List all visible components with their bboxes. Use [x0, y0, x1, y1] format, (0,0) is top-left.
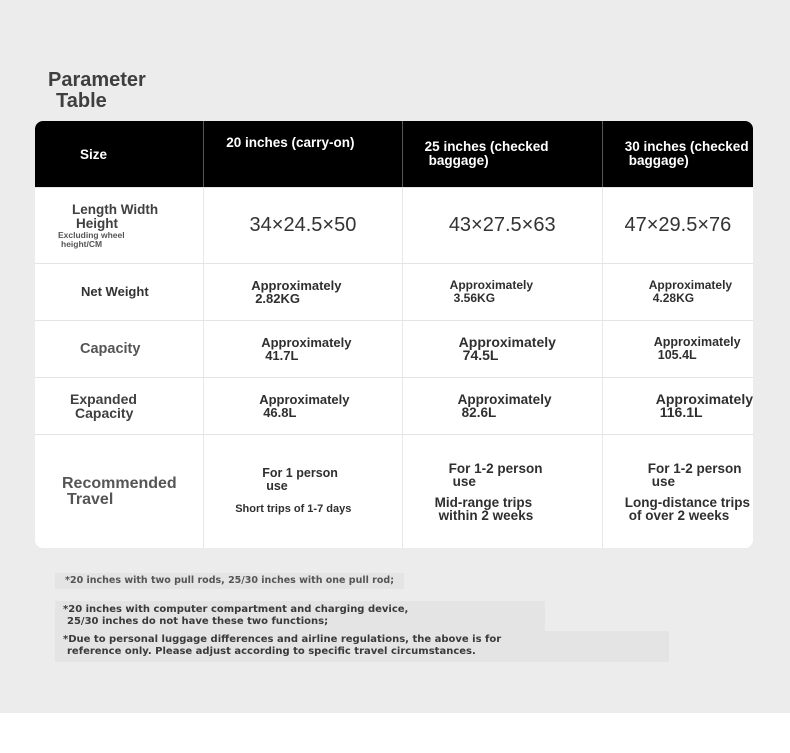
dimensions-label-line-1: Length Width — [72, 201, 159, 217]
recommended-travel-30 — [603, 434, 753, 548]
expanded-capacity-30 — [603, 377, 753, 434]
expanded-capacity-20-value: 46.8L — [263, 405, 297, 420]
header-30-line-2: baggage) — [628, 153, 689, 168]
travel-20-persons-line-1: For 1 person — [262, 466, 338, 480]
capacity-30-prefix: Approximately — [653, 335, 741, 349]
header-25-line-1: 25 inches (checked — [424, 139, 549, 154]
recommended-travel-25 — [403, 434, 603, 548]
dimensions-20: 34×24.5×50 — [204, 187, 402, 263]
capacity-25-prefix: Approximately — [458, 334, 556, 350]
travel-25-trip-line-1: Mid-range trips — [434, 494, 533, 510]
capacity-20-prefix: Approximately — [261, 335, 352, 350]
header-30-inch — [603, 121, 753, 187]
expanded-capacity-25-prefix: Approximately — [457, 392, 552, 407]
travel-30-persons-line-2: use — [651, 473, 676, 489]
footnote-1 — [55, 573, 675, 589]
capacity-label: Capacity — [35, 320, 204, 377]
dimensions-note-line-1: Excluding wheel — [58, 229, 125, 240]
net-weight-25 — [403, 263, 603, 320]
capacity-20-value: 41.7L — [265, 348, 299, 363]
net-weight-label: Net Weight — [35, 263, 204, 320]
footnote-3-line-1: *Due to personal luggage differences and airline regulations, the above is for — [63, 634, 502, 645]
net-weight-20-prefix: Approximately — [251, 278, 342, 293]
net-weight-30-value: 4.28KG — [652, 291, 695, 305]
net-weight-20 — [204, 263, 402, 320]
expanded-capacity-25-value: 82.6L — [461, 405, 497, 420]
table-header-row — [35, 121, 753, 187]
recommended-travel-label-line-1: Recommended — [62, 474, 177, 492]
header-20-line-1: 20 inches (carry-on) — [226, 135, 355, 150]
expanded-capacity-30-value: 116.1L — [659, 404, 703, 420]
travel-30-trip-line-1: Long-distance trips — [624, 494, 751, 510]
parameter-table — [35, 121, 753, 548]
expanded-capacity-25 — [403, 377, 603, 434]
dimensions-25: 43×27.5×63 — [403, 187, 603, 263]
dimensions-label — [35, 203, 203, 231]
row-label-dimensions — [35, 187, 204, 263]
header-30-line-1: 30 inches (checked — [624, 139, 749, 154]
footnote-2 — [55, 601, 675, 631]
footnote-1-text: *20 inches with two pull rods, 25/30 inches with one pull rod; — [55, 573, 404, 589]
expanded-capacity-20 — [204, 377, 402, 434]
net-weight-25-prefix: Approximately — [449, 278, 534, 292]
capacity-30 — [603, 320, 753, 377]
header-25-inch — [403, 121, 603, 187]
recommended-travel-label — [35, 434, 204, 548]
expanded-capacity-30-prefix: Approximately — [655, 391, 753, 407]
net-weight-30 — [603, 263, 753, 320]
table-row-recommended-travel — [35, 434, 753, 548]
header-20-inch — [204, 121, 402, 187]
dimensions-note-line-2: height/CM — [61, 238, 103, 249]
net-weight-20-value: 2.82KG — [255, 291, 301, 306]
expanded-capacity-20-prefix: Approximately — [259, 392, 350, 407]
header-size: Size — [35, 121, 204, 187]
dimensions-30: 47×29.5×76 — [603, 187, 753, 263]
dimensions-note — [35, 231, 203, 249]
travel-25-persons-line-1: For 1-2 person — [448, 460, 543, 476]
capacity-20 — [204, 320, 402, 377]
travel-25-persons-line-2: use — [452, 473, 476, 489]
footnote-3 — [55, 631, 675, 662]
capacity-25 — [403, 320, 603, 377]
footnote-2-line-2: 25/30 inches do not have these two functions; — [67, 616, 329, 627]
table-row-dimensions — [35, 187, 753, 263]
title-line-2: Table — [56, 90, 107, 112]
travel-20-trip-line-1: Short trips of 1-7 days — [235, 503, 352, 515]
travel-20-persons-line-2: use — [266, 479, 288, 493]
travel-30-persons-line-1: For 1-2 person — [647, 460, 742, 476]
travel-30-trip-line-2: of over 2 weeks — [628, 507, 730, 523]
header-25-line-2: baggage) — [428, 153, 489, 168]
title-line-1: Parameter — [48, 69, 146, 91]
table-row-capacity — [35, 320, 753, 377]
table-row-expanded-capacity — [35, 377, 753, 434]
footnote-2-line-1: *20 inches with computer compartment and charging device, — [63, 604, 409, 615]
expanded-capacity-label-line-1: Expanded — [70, 391, 137, 407]
dimensions-label-line-2: Height — [76, 215, 118, 231]
capacity-25-value: 74.5L — [462, 347, 499, 363]
capacity-30-value: 105.4L — [657, 348, 697, 362]
footnote-3-line-2: reference only. Please adjust according to specific travel circumstances. — [67, 646, 476, 657]
expanded-capacity-label — [35, 377, 204, 434]
net-weight-25-value: 3.56KG — [453, 291, 496, 305]
recommended-travel-20 — [204, 434, 402, 548]
expanded-capacity-label-line-2: Capacity — [75, 405, 134, 421]
page-title — [48, 70, 208, 112]
table-row-net-weight — [35, 263, 753, 320]
recommended-travel-label-line-2: Travel — [67, 490, 114, 508]
net-weight-30-prefix: Approximately — [648, 278, 733, 292]
travel-25-trip-line-2: within 2 weeks — [438, 507, 534, 523]
